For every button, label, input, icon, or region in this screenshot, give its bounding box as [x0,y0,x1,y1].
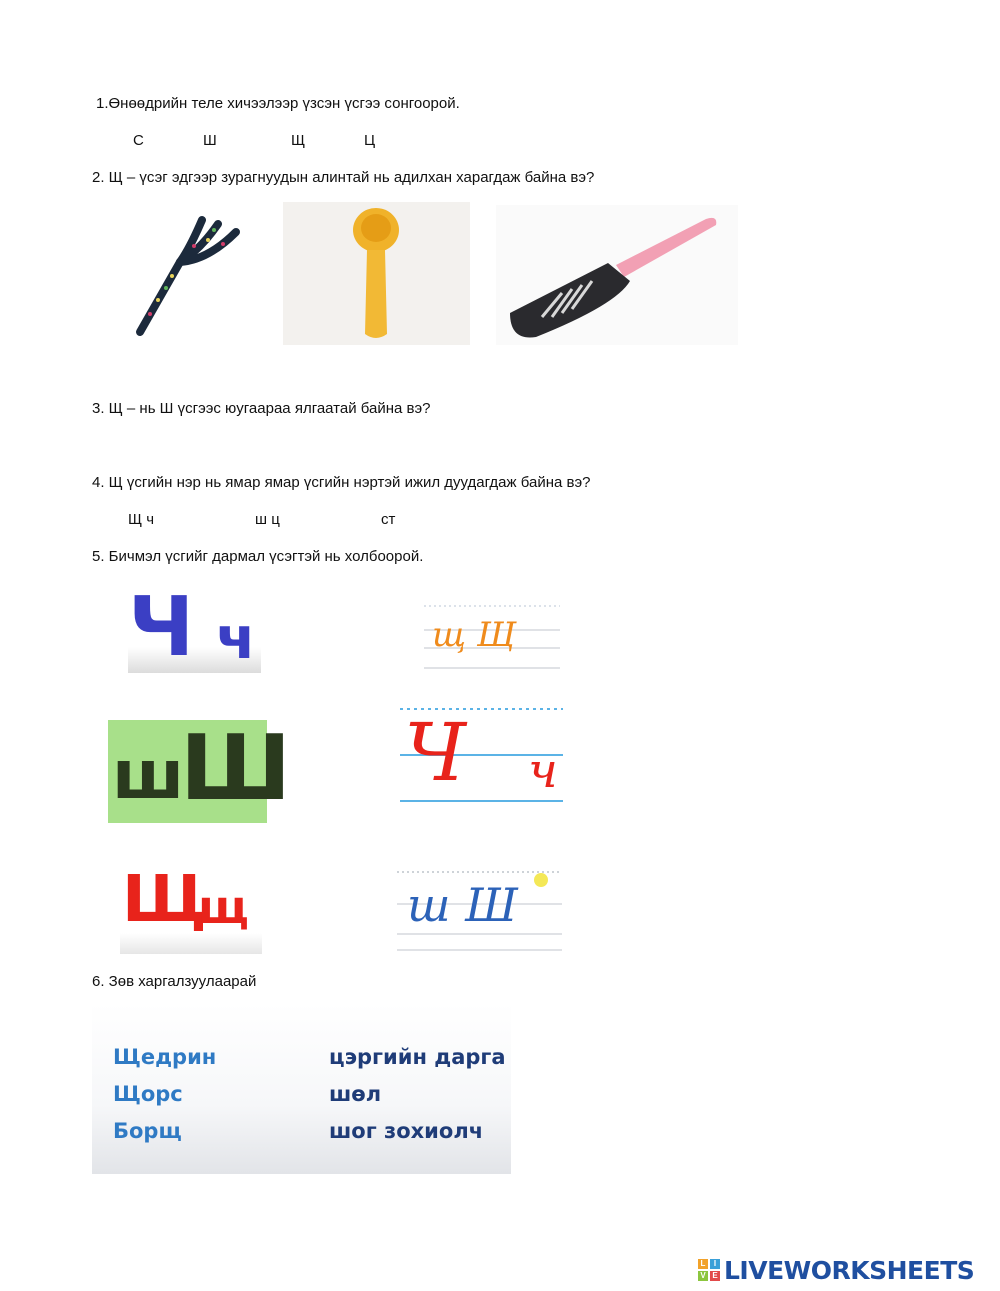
q4-option-1[interactable]: Щ ч [128,511,155,528]
printed-sh-lower: ш [112,736,185,815]
match-left-3[interactable]: Борщ [113,1119,182,1143]
match-left-2[interactable]: Щорс [113,1082,183,1106]
cursive-ch-lower: ч [528,743,558,799]
cursive-sh-card[interactable] [397,838,562,954]
spoon-icon [283,202,470,345]
fork-image[interactable] [128,210,243,340]
printed-sh-card[interactable] [108,716,292,823]
q4-option-2[interactable]: ш ц [255,511,280,528]
cursive-sh-text: ш Ш [407,878,518,932]
logo-squares-icon [698,1259,720,1281]
match-right-3[interactable]: шог зохиолч [329,1119,484,1143]
liveworksheets-logo [698,1255,994,1285]
printed-ch-card[interactable] [128,580,261,675]
question-5: 5. Бичмэл үсгийг дармал үсэгтэй нь холбоорой. [92,548,424,565]
printed-shch-lower: щ [198,880,249,934]
cursive-shch-text: щ Щ [432,615,516,655]
q1-option-ts[interactable]: Ц [364,132,376,149]
spoon-image[interactable] [283,202,470,345]
fork-icon [128,210,243,340]
logo-letter-v: V [698,1271,708,1281]
spatula-icon [496,205,738,345]
cursive-ch-card[interactable] [400,689,563,823]
logo-letter-e: E [710,1271,720,1281]
printed-ch-lower: ч [216,604,256,672]
brand-name: LIVEWORKSHEETS [724,1255,975,1285]
question-2: 2. Щ – үсэг эдгээр зурагнуудын алинтай нь адилхан харагдаж байна вэ? [92,169,595,186]
printed-shch-card[interactable] [120,850,262,954]
match-right-1[interactable]: цэргийн дарга [329,1045,506,1069]
q4-option-3[interactable]: ст [381,511,396,528]
logo-letter-i: I [710,1259,720,1269]
match-right-2[interactable]: шөл [329,1082,382,1106]
spatula-image[interactable] [496,205,738,345]
question-4: 4. Щ үсгийн нэр нь ямар ямар үсгийн нэртэй ижил дуудагдаж байна вэ? [92,474,591,491]
q1-option-shch[interactable]: Щ [291,132,306,149]
question-1: 1.Өнөөдрийн теле хичээлээр үзсэн үсгээ сонгоорой. [96,95,460,112]
printed-ch-upper: Ч [128,580,195,675]
cursive-shch-card[interactable] [424,588,560,674]
question-3: 3. Щ – нь Ш үсгээс юугаараа ялгаатай байна вэ? [92,400,431,417]
printed-sh-upper: Ш [180,716,292,821]
q1-option-s[interactable]: С [133,132,144,149]
match-left-1[interactable]: Щедрин [113,1045,217,1069]
q1-option-sh[interactable]: Ш [203,132,217,149]
question-6: 6. Зөв харгалзуулаарай [92,973,257,990]
matching-box [92,1003,511,1174]
printed-shch-upper: Щ [122,863,207,937]
logo-letter-l: L [698,1259,708,1269]
cursive-ch-upper: Ч [404,706,466,799]
